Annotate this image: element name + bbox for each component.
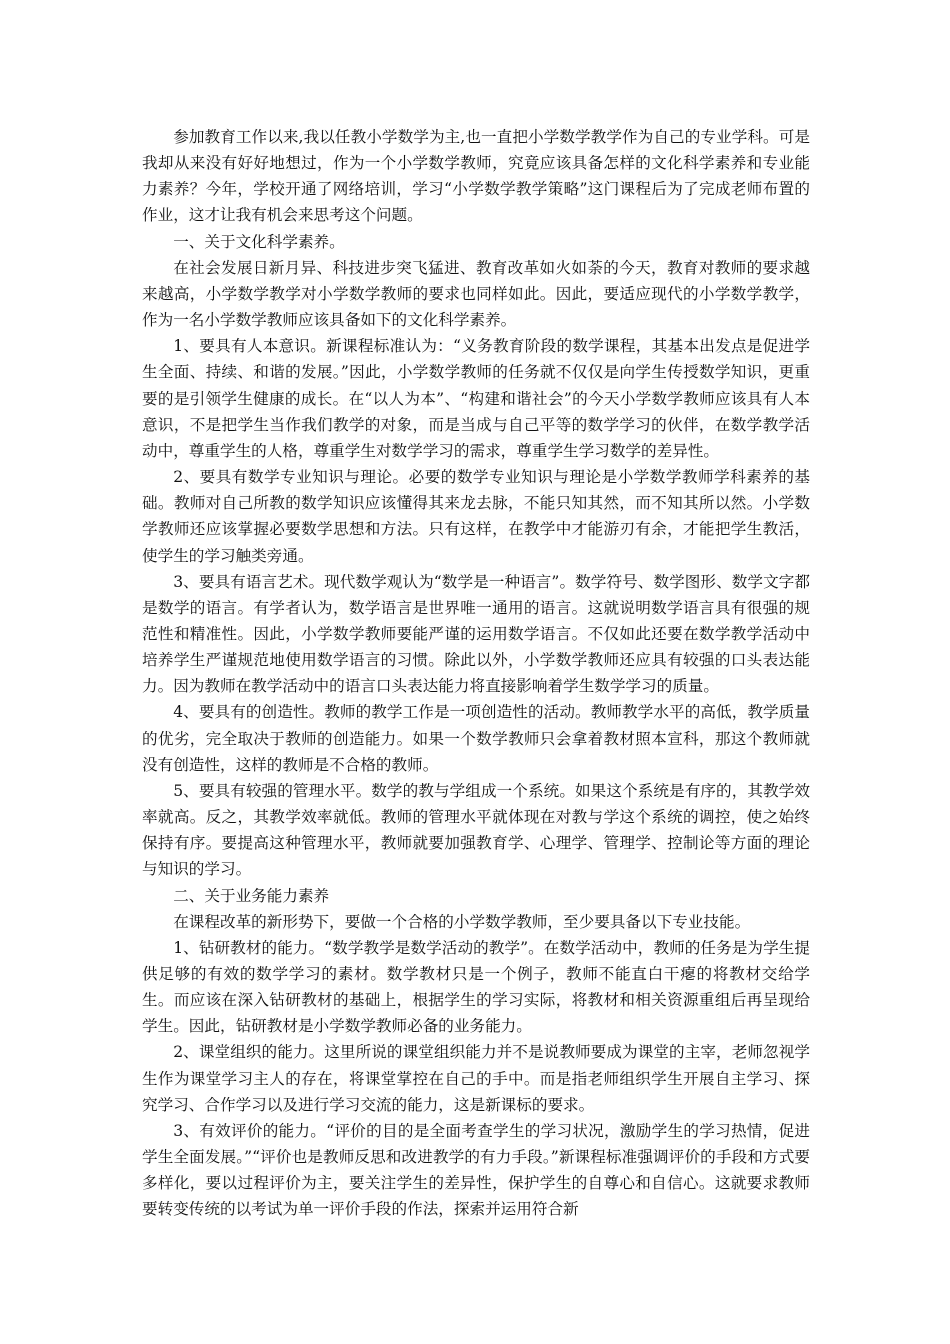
- paragraph-item-1-1: 1、要具有人本意识。新课程标准认为：“义务教育阶段的数学课程，其基本出发点是促进学生全面、持续、和谐的发展。”因此，小学数学教师的任务就不仅仅是向学生传授数学知识，更重要的是引领学生健康的成长。在“以人为本”、“构建和谐社会”的今天小学数学教师应该具有人本意识，不是把学生当作我们教学的对象，而是当成与自己平等的数学学习的伙伴，在数学教学活动中，尊重学生的人格，尊重学生对数学学习的需求，尊重学生学习数学的差异性。: [142, 337, 810, 460]
- paragraph-item-2-1: 1、钻研教材的能力。“数学教学是数学活动的教学”。在数学活动中，教师的任务是为学生提供足够的有效的数学学习的素材。数学教材只是一个例子，教师不能直白干瘪的将教材交给学生。而应该在深入钻研教材的基础上，根据学生的学习实际，将教材和相关资源重组后再呈现给学生。因此，钻研教材是小学数学教师必备的业务能力。: [142, 938, 810, 1036]
- paragraph-intro: 参加教育工作以来,我以任教小学数学为主,也一直把小学数学教学作为自己的专业学科。可是我却从来没有好好地想过，作为一个小学数学教师，究竟应该具备怎样的文化科学素养和专业能力素养？今年，学校开通了网络培训，学习“小学数学教学策略”这门课程后为了完成老师布置的作业，这才让我有机会来思考这个问题。: [142, 128, 810, 225]
- heading-section-1: 一、关于文化科学素养。: [173, 232, 345, 251]
- paragraph-item-1-2: 2、要具有数学专业知识与理论。必要的数学专业知识与理论是小学数学教师学科素养的基础。教师对自己所教的数学知识应该懂得其来龙去脉，不能只知其然，而不知其所以然。小学数学教师还应该掌握必要数学思想和方法。只有这样，在教学中才能游刃有余，才能把学生教活，使学生的学习触类旁通。: [142, 468, 810, 565]
- paragraph-section-1-intro: 在社会发展日新月异、科技进步突飞猛进、教育改革如火如荼的今天，教育对教师的要求越来越高，小学数学教学对小学数学教师的要求也同样如此。因此，要适应现代的小学数学教学，作为一名小学数学教师应该具备如下的文化科学素养。: [142, 258, 810, 330]
- paragraph-item-1-5: 5、要具有较强的管理水平。数学的教与学组成一个系统。如果这个系统是有序的，其教学效率就高。反之，其教学效率就低。教师的管理水平就体现在对教与学这个系统的调控，使之始终保持有序。要提高这种管理水平，教师就要加强教育学、心理学、管理学、控制论等方面的理论与知识的学习。: [142, 781, 810, 879]
- heading-section-2: 二、关于业务能力素养: [173, 886, 330, 905]
- paragraph-item-1-4: 4、要具有的创造性。教师的教学工作是一项创造性的活动。教师教学水平的高低，教学质量的优劣，完全取决于教师的创造能力。如果一个数学教师只会拿着教材照本宣科，那这个教师就没有创造性，这样的教师是不合格的教师。: [142, 703, 810, 774]
- paragraph-section-2-intro: 在课程改革的新形势下，要做一个合格的小学数学教师，至少要具备以下专业技能。: [173, 912, 751, 931]
- paragraph-item-2-2: 2、课堂组织的能力。这里所说的课堂组织能力并不是说教师要成为课堂的主宰，老师忽视学生作为课堂学习主人的存在，将课堂掌控在自己的手中。而是指老师组织学生开展自主学习、探究学习、合作学习以及进行学习交流的能力，这是新课标的要求。: [142, 1043, 810, 1114]
- document-body: [142, 124, 810, 1223]
- paragraph-item-1-3: 3、要具有语言艺术。现代数学观认为“数学是一种语言”。数学符号、数学图形、数学文字都是数学的语言。有学者认为，数学语言是世界唯一通用的语言。这就说明数学语言具有很强的规范性和精准性。因此，小学数学教师要能严谨的运用数学语言。不仅如此还要在数学教学活动中培养学生严谨规范地使用数学语言的习惯。除此以外，小学数学教师还应具有较强的口头表达能力。因为教师在教学活动中的语言口头表达能力将直接影响着学生数学学习的质量。: [142, 572, 810, 696]
- paragraph-item-2-3: 3、有效评价的能力。“评价的目的是全面考查学生的学习状况，激励学生的学习热情，促进学生全面发展。”“评价也是教师反思和改进教学的有力手段。”新课程标准强调评价的手段和方式要多样化，要以过程评价为主，要关注学生的差异性，保护学生的自尊心和自信心。这就要求教师要转变传统的以考试为单一评价手段的作法，探索并运用符合新: [142, 1121, 810, 1219]
